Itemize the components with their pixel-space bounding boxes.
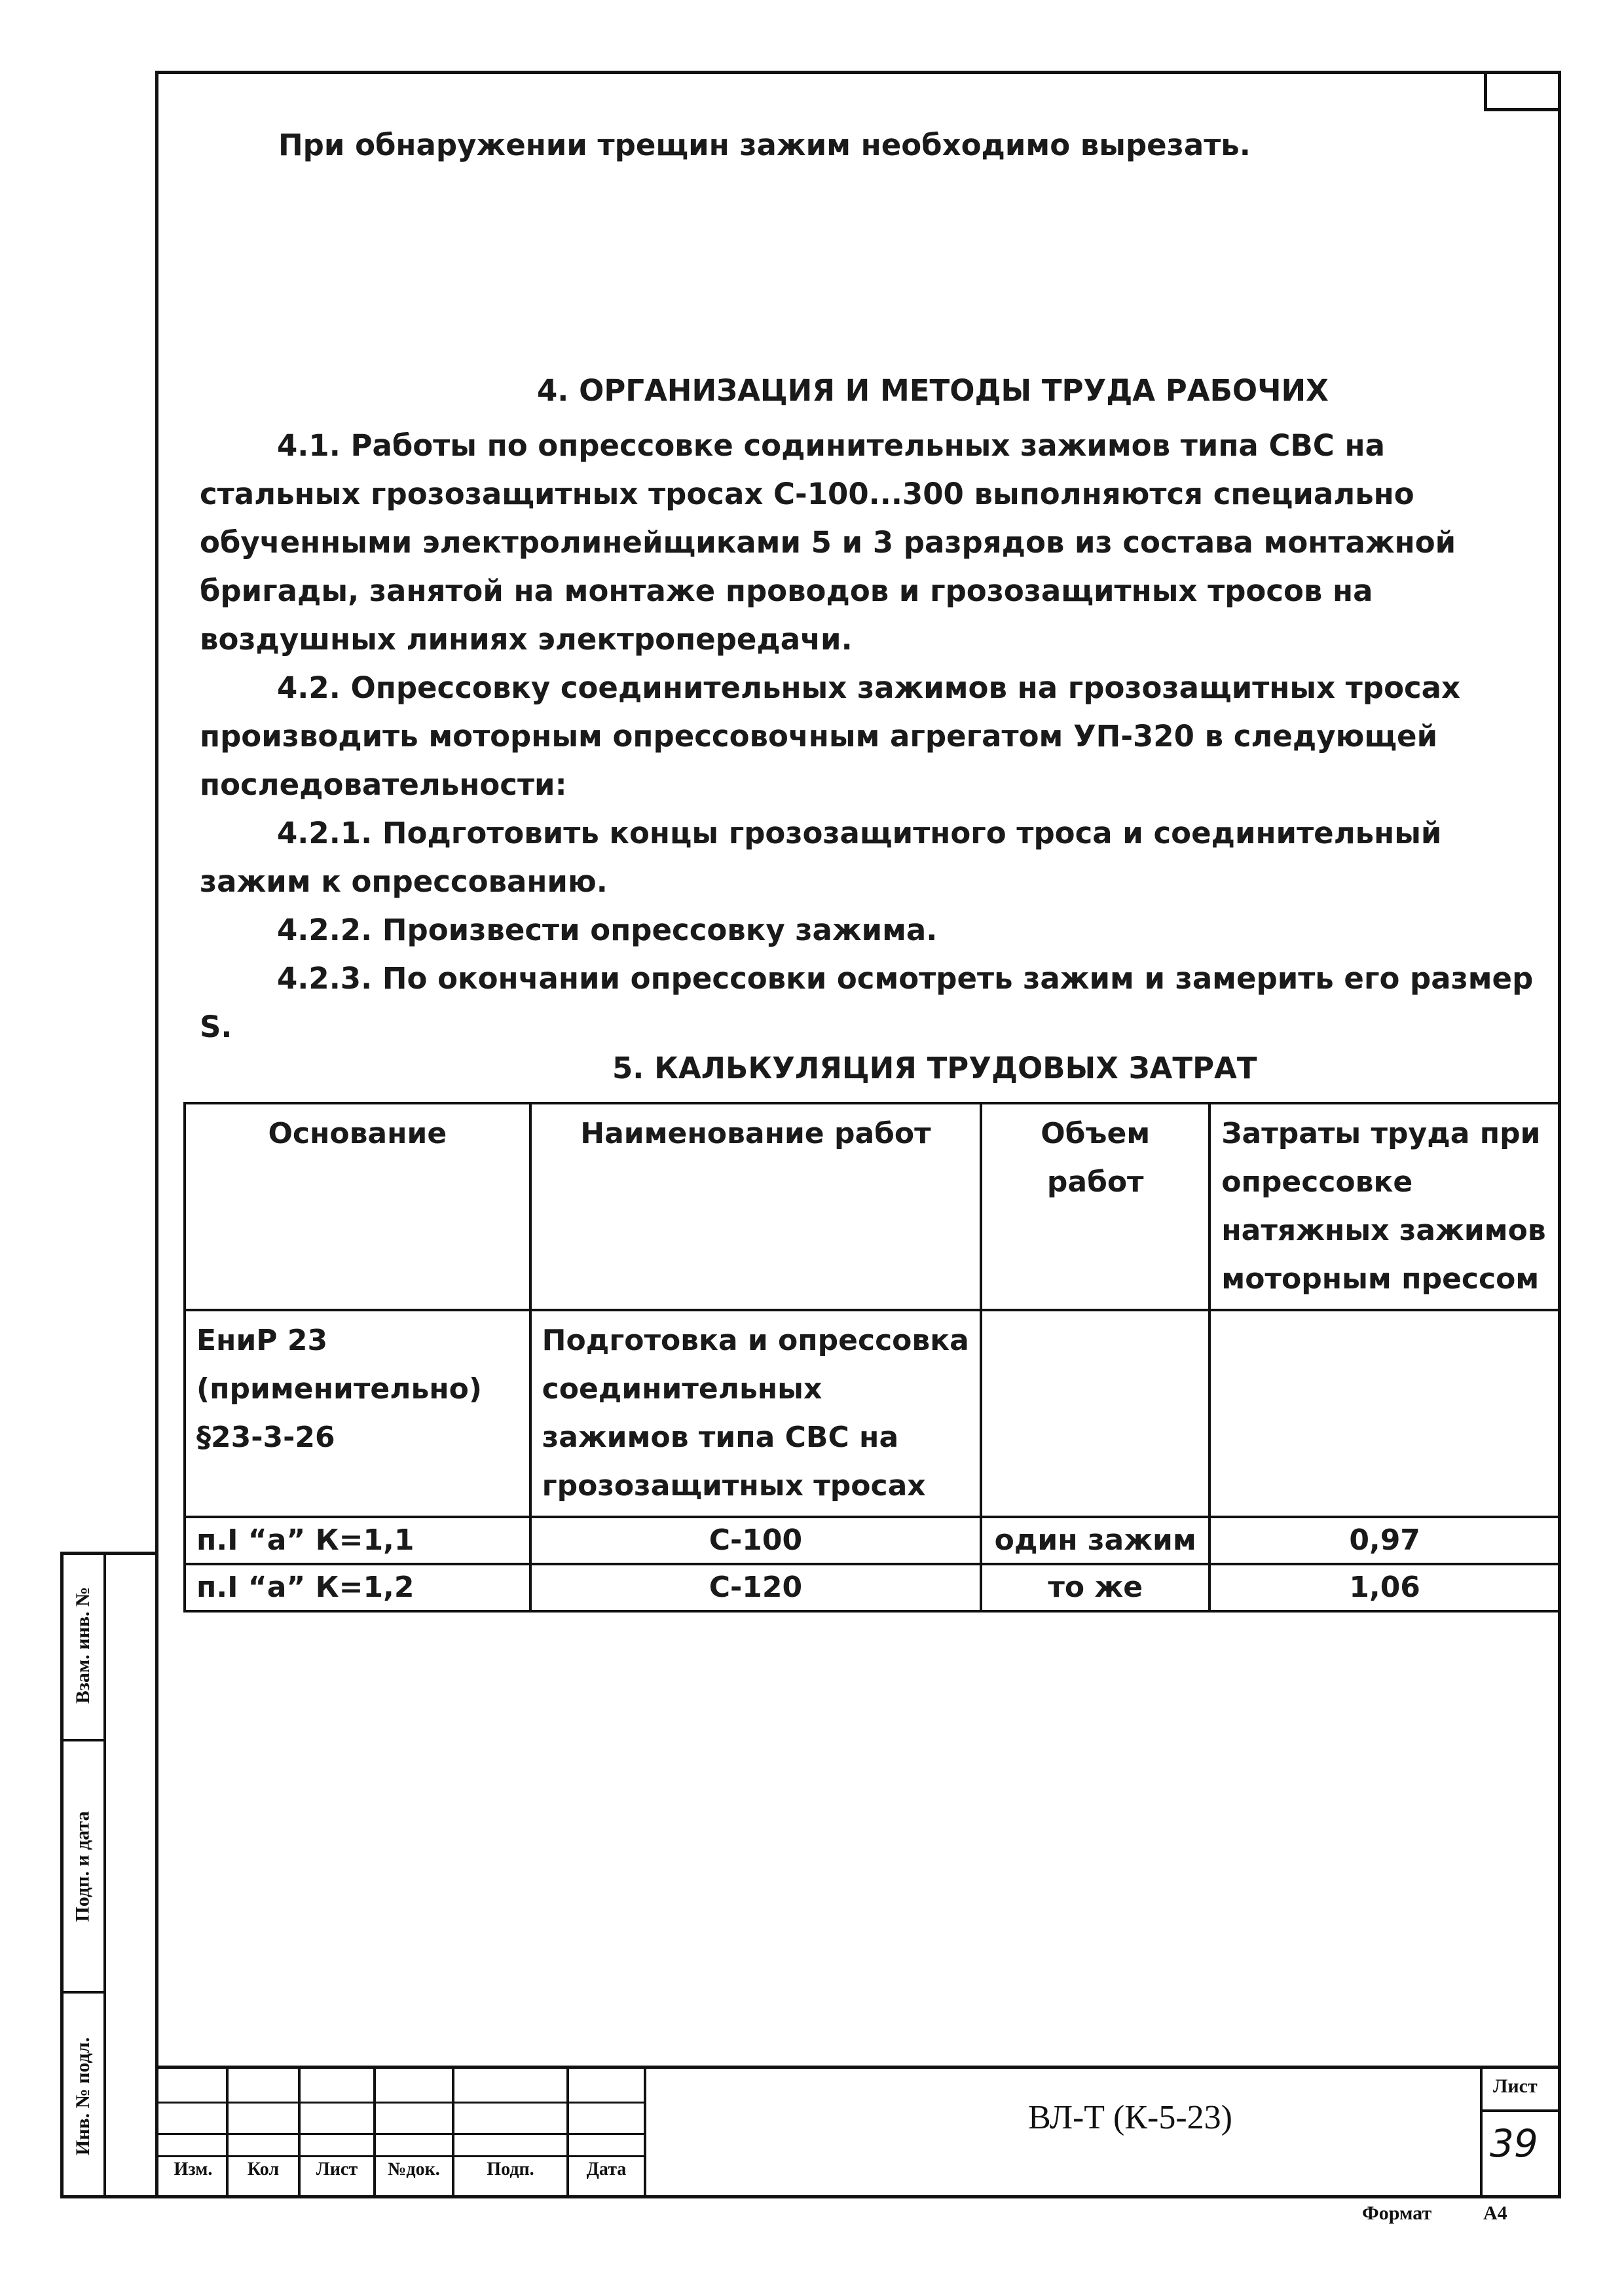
row-work-name: С-100 — [530, 1517, 982, 1564]
side-cell-inv-orig: Инв. № подл. — [72, 2037, 94, 2155]
title-block-label-doc-no: №док. — [388, 2159, 440, 2179]
sheet-number: 39 — [1490, 2121, 1538, 2166]
section-5-title: 5. КАЛЬКУЛЯЦИЯ ТРУДОВЫХ ЗАТРАТ — [612, 1051, 1257, 1085]
section-4-paragraph-4: 4.2.2. Произвести опрессовку зажима. — [277, 913, 938, 947]
header-volume: Объем работ — [981, 1103, 1209, 1310]
format-label: Формат — [1362, 2202, 1432, 2224]
row-basis: п.I “а” К=1,2 — [185, 1564, 530, 1611]
table-group-row — [185, 1310, 1560, 1517]
row-volume: один зажим — [981, 1517, 1209, 1564]
row-value: 1,06 — [1209, 1564, 1560, 1611]
title-block-label-date: Дата — [586, 2159, 627, 2179]
title-block-label-signature: Подп. — [487, 2159, 534, 2179]
title-block-label-count: Кол — [247, 2159, 280, 2179]
group-work-name: Подготовка и опрессовка соединительных зажимов типа СВС на грозозащитных тросах — [530, 1310, 982, 1517]
sheet-divider — [1480, 2109, 1561, 2112]
group-volume-empty — [981, 1310, 1209, 1517]
document-code: ВЛ-Т (К-5-23) — [1028, 2099, 1232, 2136]
header-work-name: Наименование работ — [530, 1103, 982, 1310]
side-cell-replace-inv: Взам. инв. № — [60, 1552, 106, 1741]
sheet-label: Лист — [1493, 2075, 1538, 2097]
title-block-label-sheet: Лист — [316, 2159, 358, 2179]
table-header-row — [185, 1103, 1560, 1310]
table-row — [185, 1517, 1560, 1564]
group-basis: ЕниР 23 (применительно) §23-3-26 — [185, 1310, 530, 1517]
section-4-paragraph-2: 4.2. Опрессовку соединительных зажимов на грозозащитных тросах производить моторным опрессовочным агрегатом УП-320 в следующей последовательности: — [200, 670, 1461, 802]
section-4-paragraph-1: 4.1. Работы по опрессовке содинительных зажимов типа СВС на стальных грозозащитных тросах С-100...300 выполняются специально обученными электролинейщиками 5 и 3 разрядов из состава монтажной бригады, занятой на монтаже проводов и грозозащитных тросов на воздушных линиях электропередачи. — [200, 428, 1456, 657]
row-value: 0,97 — [1209, 1517, 1560, 1564]
row-work-name: С-120 — [530, 1564, 982, 1611]
side-cell-sign-date: Подп. и дата — [60, 1741, 106, 1994]
corner-box — [1484, 71, 1561, 111]
header-basis: Основание — [185, 1103, 530, 1310]
title-block-label-change: Изм. — [174, 2159, 213, 2179]
group-value-empty — [1209, 1310, 1560, 1517]
intro-text: При обнаружении трещин зажим необходимо вырезать. — [278, 128, 1251, 162]
title-block-col-line — [644, 2066, 646, 2198]
labor-cost-table — [183, 1102, 1561, 1613]
format-value: А4 — [1483, 2202, 1507, 2224]
section-4-title: 4. ОРГАНИЗАЦИЯ И МЕТОДЫ ТРУДА РАБОЧИХ — [537, 373, 1329, 408]
section-4-paragraph-3: 4.2.1. Подготовить концы грозозащитного троса и соединительный зажим к опрессованию. — [200, 816, 1442, 899]
table-row — [185, 1564, 1560, 1611]
section-4-paragraph-5: 4.2.3. По окончании опрессовки осмотреть зажим и замерить его размер S. — [200, 961, 1534, 1044]
row-volume: то же — [981, 1564, 1209, 1611]
row-basis: п.I “а” К=1,1 — [185, 1517, 530, 1564]
header-labor-cost: Затраты труда при опрессовке натяжных зажимов моторным прессом — [1209, 1103, 1560, 1310]
